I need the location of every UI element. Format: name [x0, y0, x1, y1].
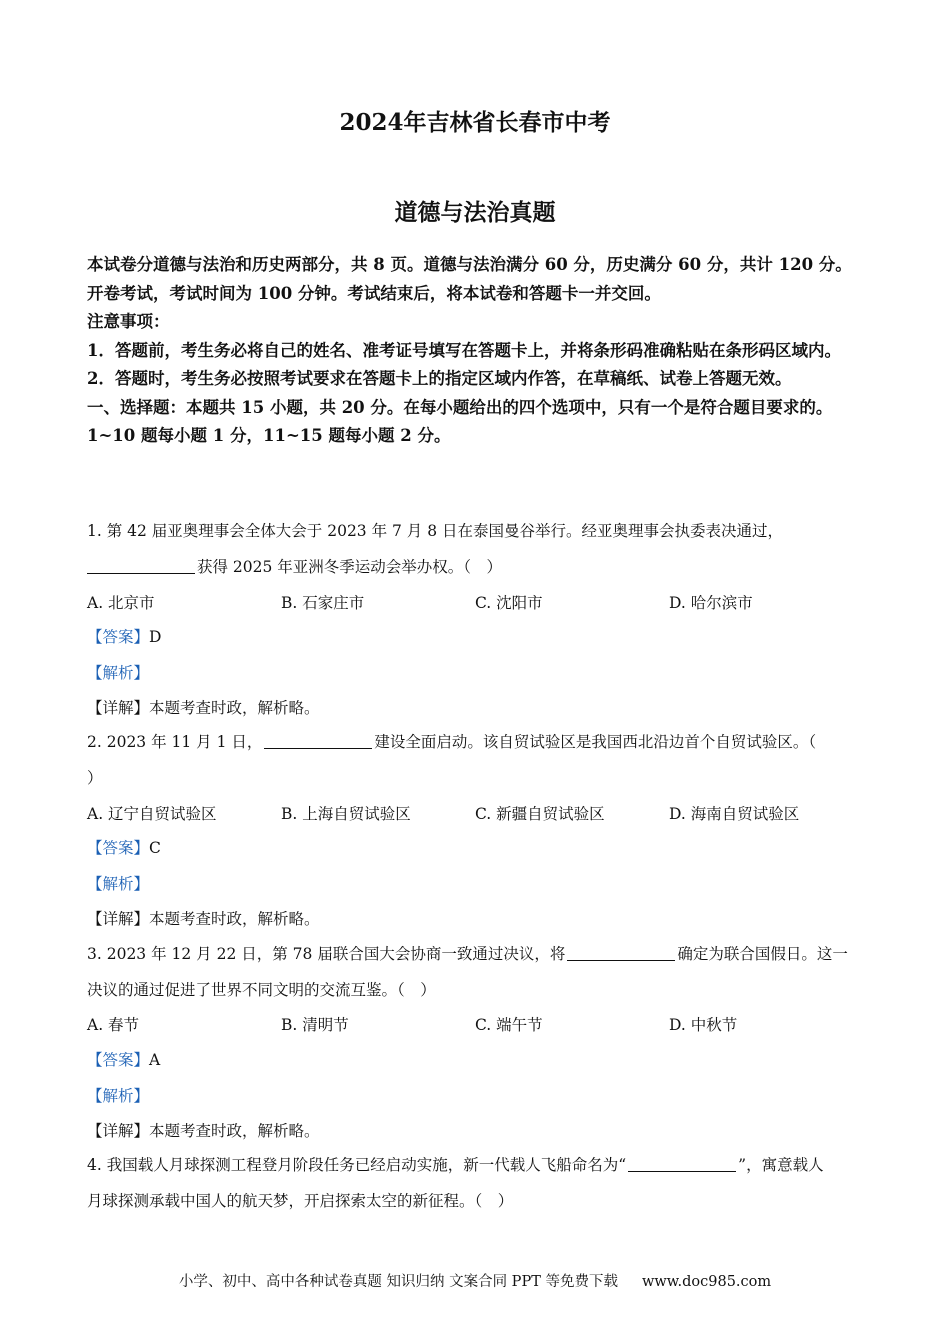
question-1-analysis: 【解析】: [87, 664, 150, 682]
footer-url[interactable]: www.doc985.com: [641, 1274, 772, 1290]
question-2-stem-line-2: ）: [87, 769, 103, 787]
question-1-stem-line-1: 1. 第 42 届亚奥理事会全体大会于 2023 年 7 月 8 日在泰国曼谷举行。经亚奥理事会执委表决通过，: [87, 522, 784, 540]
page-title: 2024年吉林省长春市中考: [339, 109, 611, 136]
question-2-option-b: B. 上海自贸试验区: [281, 805, 411, 823]
question-1-option-b: B. 石家庄市: [281, 594, 365, 612]
question-4-stem-line-1: 4. 我国载人月球探测工程登月阶段任务已经启动实施，新一代载人飞船命名为“ ”，寓意载人: [87, 1153, 867, 1175]
question-3-stem-line-1: 3. 2023 年 12 月 22 日，第 78 届联合国大会协商一致通过决议，将 确定为联合国假日。这一: [87, 942, 867, 964]
question-3-answer: 【答案】A: [87, 1051, 161, 1069]
question-2-option-a: A. 辽宁自贸试验区: [87, 805, 217, 823]
question-1-detail: 【详解】本题考查时政，解析略。: [87, 699, 320, 717]
question-1-stem-line-2: 获得 2025 年亚洲冬季运动会举办权。（ ）: [87, 555, 867, 577]
question-1-answer: 【答案】D: [87, 628, 162, 646]
instructions-heading: 注意事项：: [87, 312, 170, 331]
answer-blank: [567, 942, 675, 961]
question-2-answer: 【答案】C: [87, 839, 161, 857]
answer-blank: [87, 555, 195, 574]
question-3-detail: 【详解】本题考查时政，解析略。: [87, 1122, 320, 1140]
instructions-item-1: 1．答题前，考生务必将自己的姓名、准考证号填写在答题卡上，并将条形码准确粘贴在条形码区域内。: [87, 340, 841, 360]
page-subtitle: 道德与法治真题: [394, 199, 556, 226]
instructions-item-2: 2．答题时，考生务必按照考试要求在答题卡上的指定区域内作答，在草稿纸、试卷上答题无效。: [87, 369, 792, 388]
question-2-analysis: 【解析】: [87, 875, 150, 893]
question-1-option-a: A. 北京市: [87, 594, 155, 612]
answer-blank: [628, 1153, 736, 1172]
question-2-option-c: C. 新疆自贸试验区: [475, 805, 605, 823]
question-2-stem-line-1: 2. 2023 年 11 月 1 日， 建设全面启动。该自贸试验区是我国西北沿边首个自贸试验区。（: [87, 730, 867, 752]
question-1-option-c: C. 沈阳市: [475, 594, 543, 612]
instructions-paragraph: 本试卷分道德与法治和历史两部分，共 8 页。道德与法治满分 60 分，历史满分 60 分，共计 120 分。开卷考试，考试时间为 100 分钟。考试结束后，将本试卷和答题卡一并交回。: [87, 255, 852, 303]
question-3-option-d: D. 中秋节: [669, 1016, 738, 1034]
instructions: [87, 251, 867, 451]
question-3-option-c: C. 端午节: [475, 1016, 543, 1034]
question-2-detail: 【详解】本题考查时政，解析略。: [87, 910, 320, 928]
question-3-analysis: 【解析】: [87, 1087, 150, 1105]
question-3-option-a: A. 春节: [87, 1016, 140, 1034]
answer-blank: [264, 730, 372, 749]
question-2-option-d: D. 海南自贸试验区: [669, 805, 800, 823]
question-1-option-d: D. 哈尔滨市: [669, 594, 753, 612]
footer-text: 小学、初中、高中各种试卷真题 知识归纳 文案合同 PPT 等免费下载: [178, 1274, 618, 1290]
question-4-stem-line-2: 月球探测承载中国人的航天梦，开启探索太空的新征程。（ ）: [87, 1192, 514, 1210]
page-footer: [0, 1270, 950, 1291]
question-3-stem-line-2: 决议的通过促进了世界不同文明的交流互鉴。（ ）: [87, 981, 436, 999]
section-heading: 一、选择题：本题共 15 小题，共 20 分。在每小题给出的四个选项中，只有一个是符合题目要求的。1~10 题每小题 1 分，11~15 题每小题 2 分。: [87, 397, 833, 445]
question-3-option-b: B. 清明节: [281, 1016, 349, 1034]
